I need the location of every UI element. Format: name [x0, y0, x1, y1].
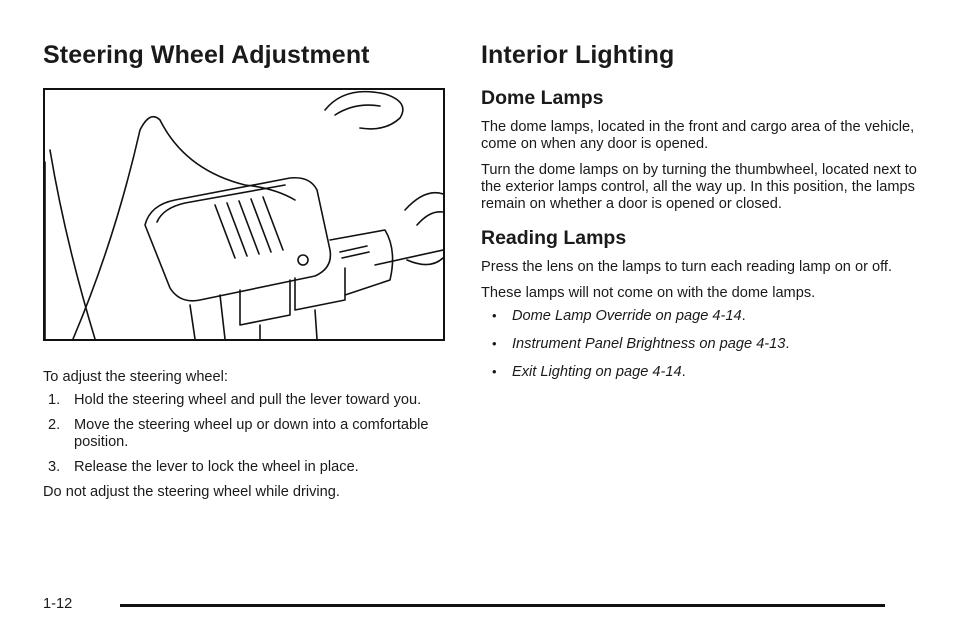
illustration-grip-ridge	[263, 197, 283, 250]
dome-lamps-paragraph-1: The dome lamps, located in the front and cargo area of the vehicle, come on when any door is opened.	[481, 119, 915, 152]
page-number: 1-12	[43, 596, 73, 612]
illustration-knob-inner	[417, 212, 443, 225]
step-number: 1.	[48, 392, 61, 408]
cross-reference-item	[481, 308, 921, 325]
step-text: Move the steering wheel up or down into a comfortable position.	[74, 417, 429, 450]
step-text: Hold the steering wheel and pull the lever toward you.	[74, 392, 422, 408]
cross-reference-link[interactable]: Instrument Panel Brightness on page 4-13	[512, 336, 786, 352]
steering-steps-list	[43, 392, 447, 476]
illustration-top-arc	[325, 92, 403, 129]
steering-warning-note: Do not adjust the steering wheel while driving.	[43, 484, 340, 500]
steering-step	[43, 392, 447, 409]
illustration-lower-panel	[220, 295, 225, 339]
cross-reference-link[interactable]: Exit Lighting on page 4-14	[512, 364, 682, 380]
section-title-steering: Steering Wheel Adjustment	[43, 41, 370, 69]
cross-reference-link[interactable]: Dome Lamp Override on page 4-14	[512, 308, 742, 324]
illustration-switch-slot	[340, 246, 369, 258]
steering-step	[43, 459, 447, 476]
illustration-right-edge	[375, 250, 443, 265]
illustration-lever-housing	[145, 178, 330, 301]
steering-instructions	[43, 369, 447, 501]
cross-reference-suffix: .	[681, 364, 686, 380]
illustration-lower-panel	[190, 305, 195, 339]
cross-reference-suffix: .	[785, 336, 790, 352]
illustration-lower-bracket	[295, 268, 345, 310]
step-text: Release the lever to lock the wheel in place.	[74, 459, 359, 475]
reading-lamps-paragraph-2: These lamps will not come on with the dome lamps.	[481, 285, 816, 301]
bullet-icon: •	[492, 364, 497, 379]
bullet-icon: •	[492, 336, 497, 351]
steering-lever-illustration	[43, 88, 445, 341]
subheading-reading-lamps: Reading Lamps	[481, 227, 627, 249]
illustration-column-line	[50, 150, 95, 339]
left-column	[43, 40, 447, 70]
section-title-interior-lighting: Interior Lighting	[481, 41, 675, 69]
steering-intro: To adjust the steering wheel:	[43, 369, 228, 385]
right-column	[481, 40, 921, 392]
illustration-lower-bracket	[315, 310, 317, 339]
step-number: 3.	[48, 459, 61, 475]
step-number: 2.	[48, 417, 61, 433]
cross-reference-item	[481, 364, 921, 381]
illustration-grip-ridge	[239, 201, 259, 254]
illustration-switch-button	[298, 255, 308, 265]
cross-reference-item	[481, 336, 921, 353]
illustration-knob-lower	[407, 258, 443, 265]
dome-lamps-paragraph-2: Turn the dome lamps on by turning the thumbwheel, located next to the exterior lamps control, all the way up. In this position, the lamps remain on whether a door is opened or closed.	[481, 162, 917, 212]
cross-reference-suffix: .	[741, 308, 746, 324]
illustration-grip-ridge	[251, 199, 271, 252]
subheading-dome-lamps: Dome Lamps	[481, 87, 604, 109]
cross-reference-list	[481, 308, 921, 381]
illustration-grip-ridge	[215, 205, 235, 258]
bullet-icon: •	[492, 308, 497, 323]
footer-rule	[120, 604, 885, 607]
reading-lamps-paragraph-1: Press the lens on the lamps to turn each reading lamp on or off.	[481, 259, 893, 275]
illustration-grip-ridge	[227, 203, 247, 256]
steering-step	[43, 417, 447, 451]
illustration-knob-outline	[405, 193, 443, 210]
illustration-top-arc-inner	[335, 105, 380, 115]
